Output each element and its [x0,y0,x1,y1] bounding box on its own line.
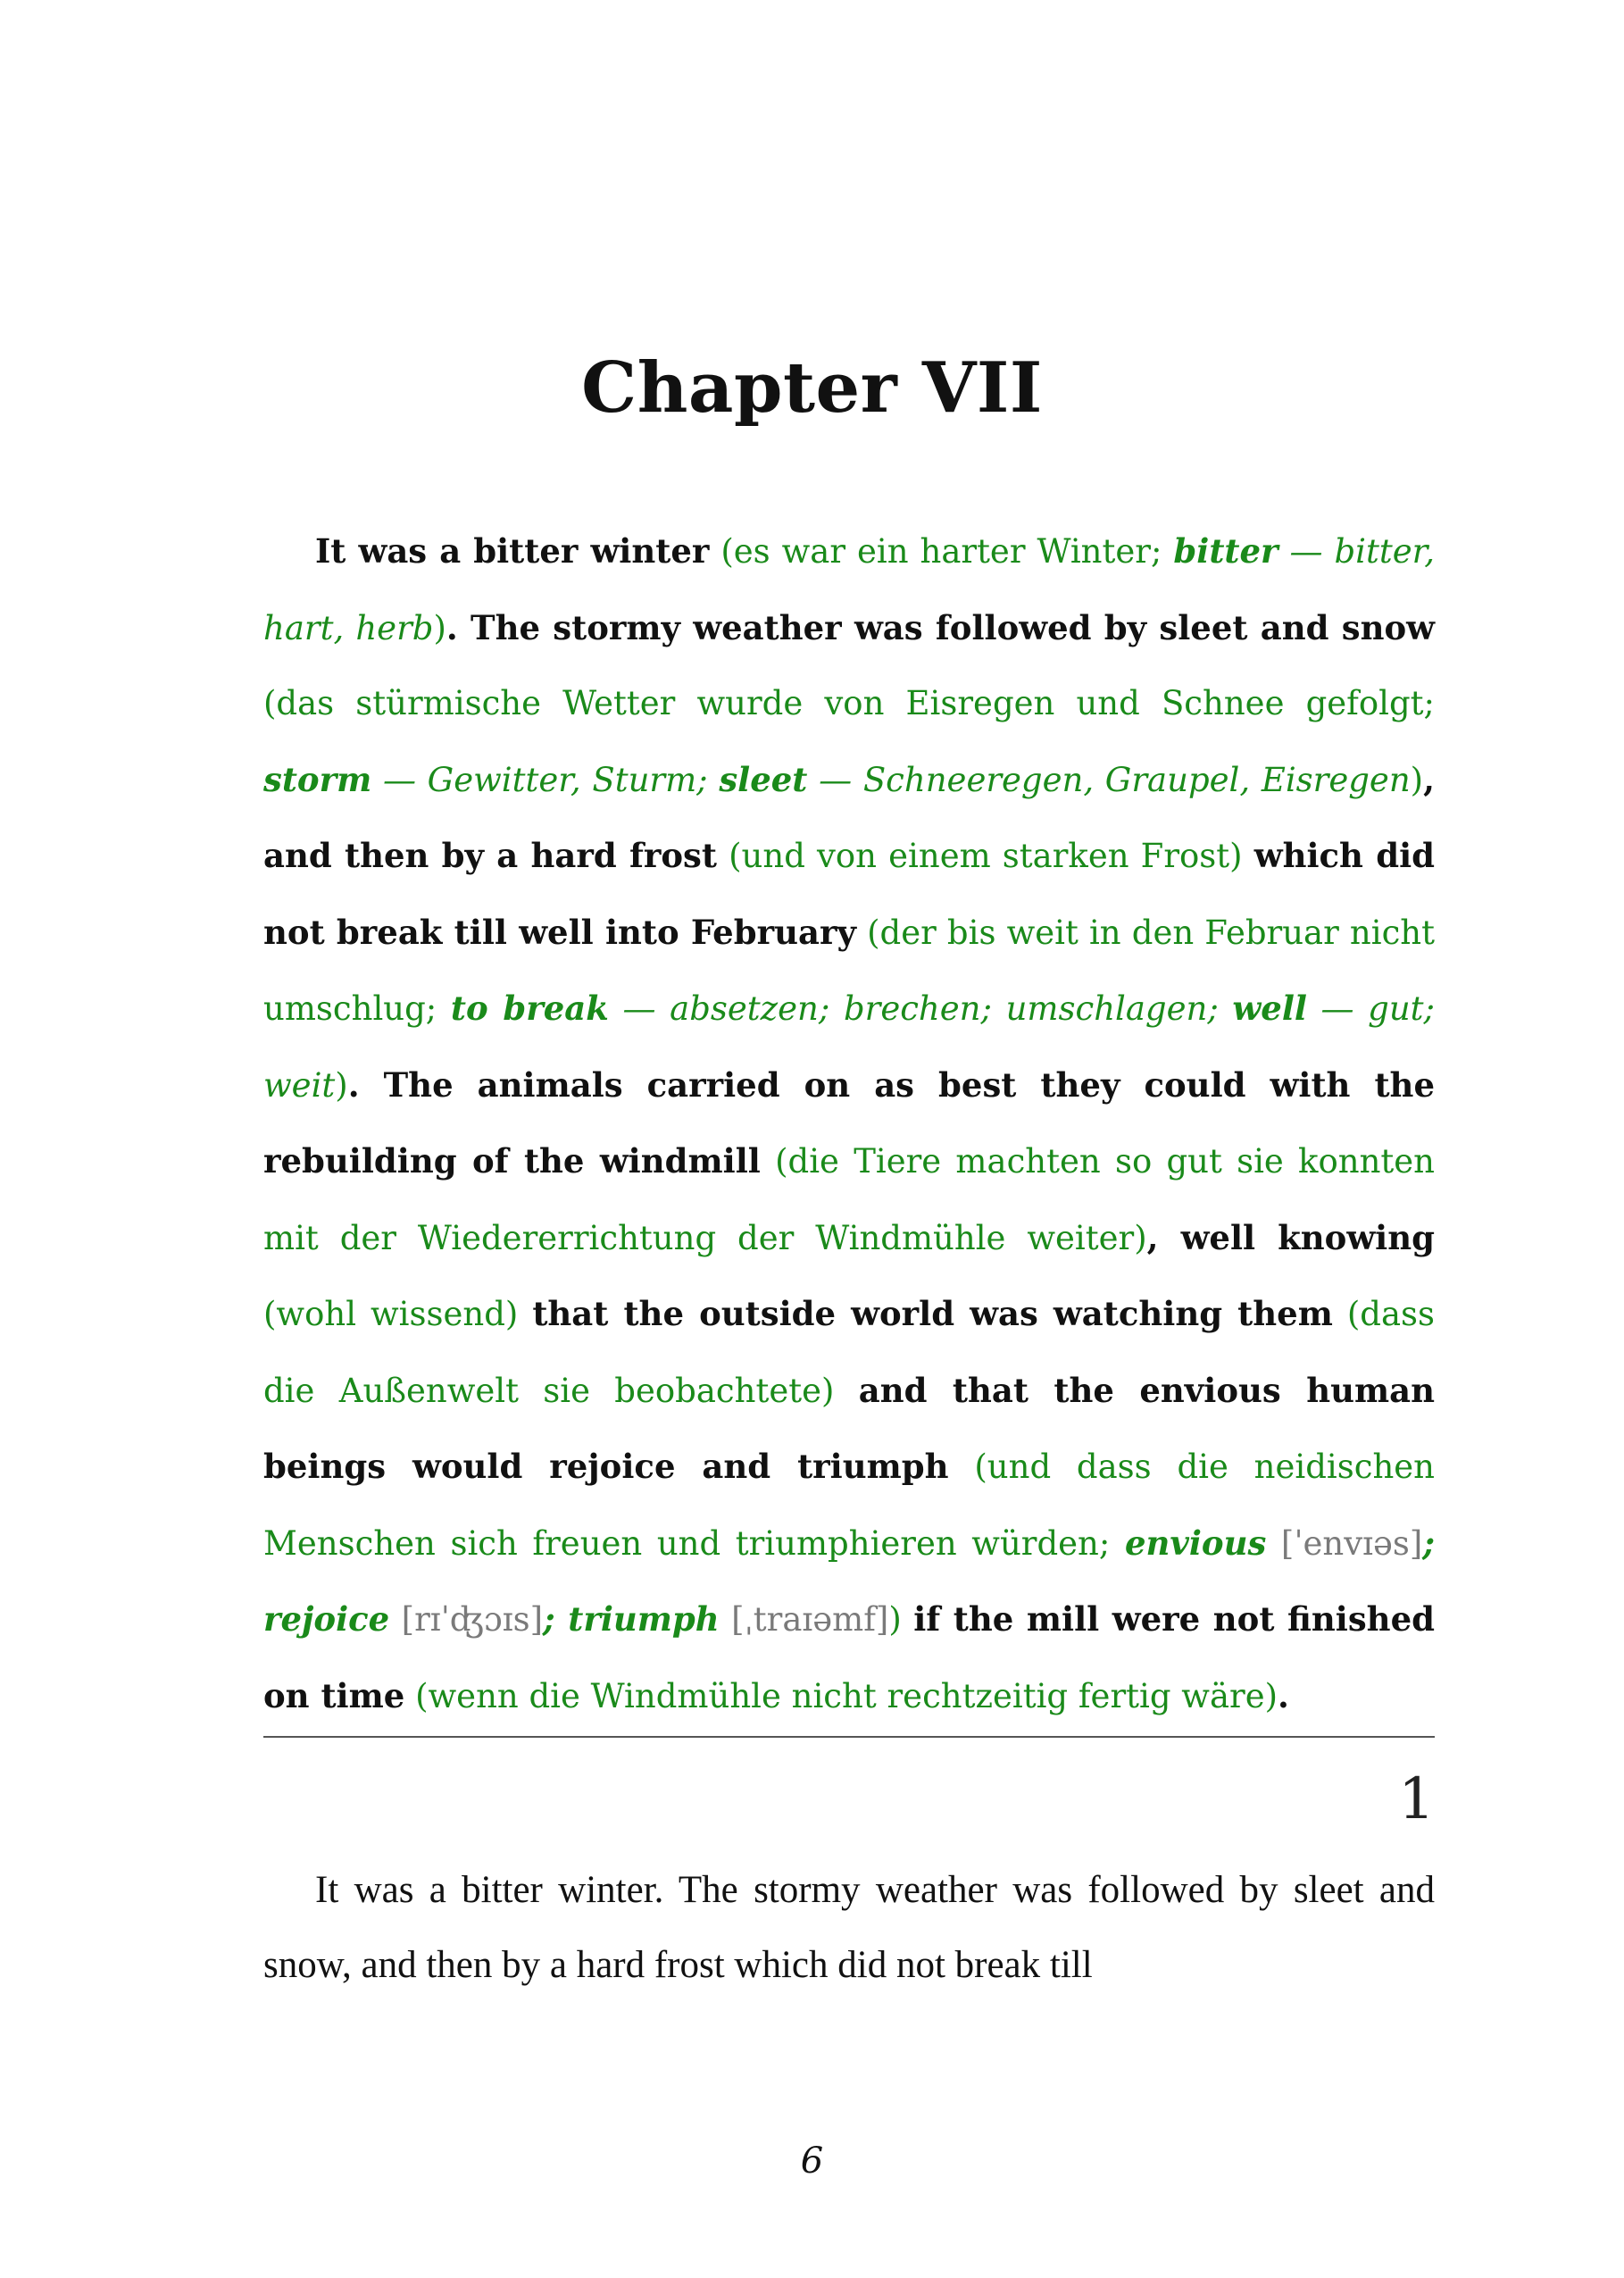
phonetic-transcription: [ˌtraɪəmf] [719,1600,889,1639]
annotated-paragraph: It was a bitter winter (es war ein harter Winter; bitter — bitter, hart, herb). The stormy weather was followed by sleet and snow (das stürmische Wetter wurde von Eisregen und Schnee gefolgt; storm — Gewitter, Sturm; sleet — Schneeregen, Graupel, Eisregen), and then by a hard frost (und von einem starken Frost) which did not break till well into February (der bis weit in den Februar nicht umschlug; to break — absetzen; brechen; umschlagen; well — gut; weit). The animals carried on as best they could with the rebuilding of the windmill (die Tiere machten so gut sie konnten mit der Wiedererrichtung der Windmühle weiter), well knowing (wohl wissend) that the outside world was watching them (dass die Außenwelt sie beobachtete) and that the envious human beings would rejoice and triumph (und dass die neidischen Menschen sich freuen und triumphieren würden; envious [ˈenvɪəs]; rejoice [rɪˈʤɔɪs]; triumph [ˌtraɪəmf]) if the mill were not finished on time (wenn die Windmühle nicht rechtzeitig fertig wäre). [263,531,1436,1715]
german-translation: (es war ein harter Winter; bitter — bitter, hart, herb) [263,531,1435,647]
section-number: 1 [1398,1766,1435,1832]
english-sentence: that the outside world was watching them [532,1294,1333,1333]
english-sentence: The stormy weather was followed by sleet and snow [471,607,1435,647]
plain-text-paragraph: It was a bitter winter. The stormy weather was followed by sleet and snow, and then by a hard frost which did not break till [263,1869,1435,1986]
chapter-title: Chapter VII [581,347,1043,429]
phonetic-transcription: [rɪˈʤɔɪs] [389,1600,544,1639]
german-translation: (dass die Außenwelt sie beobachtete) [263,1295,1435,1410]
page-number: 6 [800,2140,824,2182]
english-sentence: if the mill were not finished on time [263,1599,1435,1715]
german-translation: (wenn die Windmühle nicht rechtzeitig fertig wäre) [415,1676,1278,1715]
english-sentence: well knowing [1180,1217,1435,1257]
german-translation: (und von einem starken Frost) [729,837,1243,875]
german-translation: (der bis weit in den Februar nicht umschlug; to break — absetzen; brechen; umschlagen; well — gut; weit) [263,913,1436,1105]
phonetic-transcription: [ˈenvɪəs] [1266,1523,1423,1563]
english-sentence: and that the envious human beings would rejoice and triumph [263,1370,1436,1486]
german-translation: (und dass die neidischen Menschen sich freuen und triumphieren würden; envious [ˈenvɪəs]; rejoice [rɪˈʤɔɪs]; triumph [ˌtraɪəmf]) [263,1448,1436,1639]
english-sentence: which did not break till well into February [263,836,1435,952]
english-sentence: It was a bitter winter [315,531,710,571]
german-translation: (das stürmische Wetter wurde von Eisregen und Schnee gefolgt; storm — Gewitter, Sturm; sleet — Schneeregen, Graupel, Eisregen) [263,684,1435,799]
german-translation: (wohl wissend) [263,1295,519,1333]
english-sentence: and then by a hard frost [263,836,717,875]
german-translation: (die Tiere machten so gut sie konnten mit der Wiedererrichtung der Windmühle weiter) [263,1142,1436,1257]
section-divider [263,1736,1435,1738]
english-sentence: The animals carried on as best they could with the rebuilding of the windmill [263,1064,1435,1181]
